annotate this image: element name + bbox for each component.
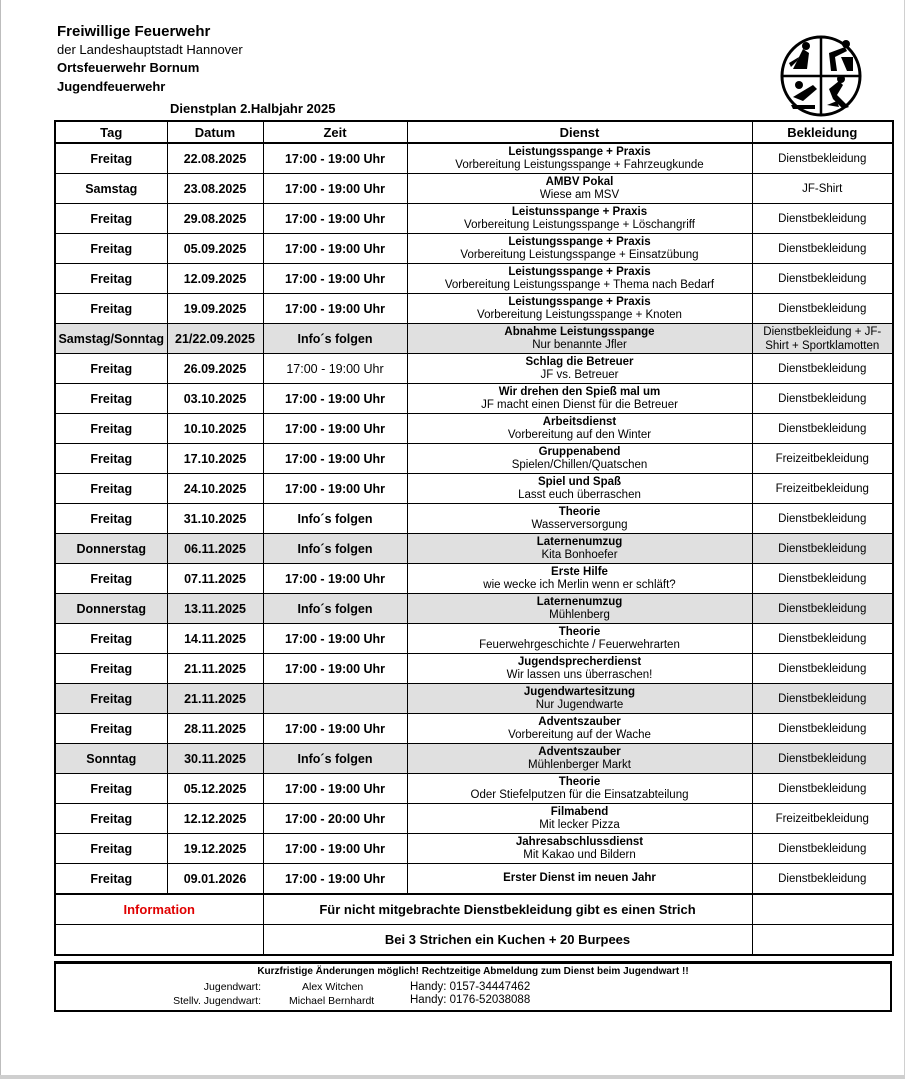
cell-dienst [407, 414, 752, 444]
contact-phone-1: Handy: 0157-34447462 [410, 981, 531, 993]
table-header-row [55, 121, 893, 143]
footer-contacts [54, 961, 892, 1012]
dienst-title: Leistungsspange + Praxis [508, 295, 651, 308]
org-unit: Ortsfeuerwehr Bornum [57, 60, 200, 75]
information-row-1 [55, 894, 893, 925]
information-cell-empty [55, 925, 263, 956]
table-row [55, 324, 893, 354]
cell-datum: 09.01.2026 [167, 864, 263, 895]
table-row [55, 774, 893, 804]
cell-bekleidung: Dienstbekleidung [752, 564, 893, 594]
cell-bekleidung: Dienstbekleidung [752, 354, 893, 384]
cell-datum: 17.10.2025 [167, 444, 263, 474]
cell-dienst [407, 864, 752, 895]
cell-datum: 23.08.2025 [167, 174, 263, 204]
table-row [55, 294, 893, 324]
cell-datum: 26.09.2025 [167, 354, 263, 384]
cell-bekleidung: Dienstbekleidung [752, 384, 893, 414]
column-header-datum: Datum [167, 121, 263, 143]
dienst-subtitle: Vorbereitung Leistungsspange + Einsatzübung [460, 248, 699, 261]
cell-bekleidung: Dienstbekleidung [752, 654, 893, 684]
cell-datum: 19.09.2025 [167, 294, 263, 324]
cell-dienst [407, 714, 752, 744]
cell-bekleidung: Freizeitbekleidung [752, 474, 893, 504]
dienst-title: Adventszauber [538, 715, 621, 728]
dienst-subtitle: Feuerwehrgeschichte / Feuerwehrarten [479, 638, 680, 651]
dienst-title: Jugendwartesitzung [523, 685, 636, 698]
information-label: Information [55, 894, 263, 925]
cell-dienst [407, 474, 752, 504]
cell-tag: Freitag [55, 504, 167, 534]
cell-tag: Freitag [55, 143, 167, 174]
cell-zeit: 17:00 - 19:00 Uhr [263, 414, 407, 444]
cell-datum: 21.11.2025 [167, 684, 263, 714]
footer-notice: Kurzfristige Änderungen möglich! Rechtzeitige Abmeldung zum Dienst beim Jugendwart !! [257, 966, 689, 977]
table-row [55, 444, 893, 474]
page-border-right [904, 0, 905, 1079]
dienst-title: Laternenumzug [536, 535, 623, 548]
contact-name-1: Alex Witchen [302, 981, 364, 993]
cell-bekleidung: Dienstbekleidung + JF-Shirt + Sportklamotten [752, 324, 893, 354]
cell-dienst [407, 294, 752, 324]
cell-dienst [407, 564, 752, 594]
cell-datum: 31.10.2025 [167, 504, 263, 534]
column-header-dienst: Dienst [407, 121, 752, 143]
dienst-subtitle: Mühlenberg [549, 608, 610, 621]
org-city: der Landeshauptstadt Hannover [57, 42, 243, 57]
cell-zeit: 17:00 - 19:00 Uhr [263, 654, 407, 684]
cell-bekleidung: Dienstbekleidung [752, 234, 893, 264]
column-header-bekleidung: Bekleidung [752, 121, 893, 143]
cell-dienst [407, 204, 752, 234]
cell-bekleidung: Dienstbekleidung [752, 774, 893, 804]
cell-tag: Samstag [55, 174, 167, 204]
dienst-title: Leistungsspange + Praxis [508, 145, 651, 158]
cell-datum: 21.11.2025 [167, 654, 263, 684]
cell-bekleidung: Freizeitbekleidung [752, 804, 893, 834]
cell-bekleidung: Dienstbekleidung [752, 143, 893, 174]
dienst-subtitle: Kita Bonhoefer [541, 548, 618, 561]
cell-zeit: 17:00 - 19:00 Uhr [263, 143, 407, 174]
dienst-subtitle: JF macht einen Dienst für die Betreuer [481, 398, 678, 411]
dienst-subtitle: Oder Stiefelputzen für die Einsatzabteilung [470, 788, 689, 801]
table-row [55, 174, 893, 204]
cell-datum: 13.11.2025 [167, 594, 263, 624]
cell-tag: Freitag [55, 204, 167, 234]
cell-zeit: 17:00 - 19:00 Uhr [263, 834, 407, 864]
cell-bekleidung: Dienstbekleidung [752, 504, 893, 534]
cell-bekleidung: Dienstbekleidung [752, 294, 893, 324]
table-row [55, 143, 893, 174]
cell-dienst [407, 143, 752, 174]
dienst-subtitle: Vorbereitung Leistungsspange + Löschangriff [464, 218, 695, 231]
cell-datum: 24.10.2025 [167, 474, 263, 504]
dienst-title: Spiel und Spaß [537, 475, 622, 488]
information-cell-empty [752, 925, 893, 956]
cell-tag: Freitag [55, 714, 167, 744]
dienst-title: Adventszauber [538, 745, 621, 758]
cell-zeit: Info´s folgen [263, 744, 407, 774]
dienst-subtitle: Vorbereitung Leistungsspange + Fahrzeugkunde [455, 158, 704, 171]
cell-bekleidung: Dienstbekleidung [752, 864, 893, 895]
dienst-subtitle: Mit Kakao und Bildern [523, 848, 636, 861]
cell-tag: Freitag [55, 564, 167, 594]
dienst-subtitle: Lasst euch überraschen [518, 488, 641, 501]
cell-zeit: 17:00 - 19:00 Uhr [263, 204, 407, 234]
dienst-title: Schlag die Betreuer [525, 355, 634, 368]
dienst-title: Jahresabschlussdienst [515, 835, 644, 848]
dienst-title: Filmabend [550, 805, 609, 818]
table-row [55, 564, 893, 594]
cell-dienst [407, 804, 752, 834]
cell-dienst [407, 324, 752, 354]
dienst-title: Leistunsspange + Praxis [511, 205, 648, 218]
cell-tag: Freitag [55, 354, 167, 384]
dienst-title: Wir drehen den Spieß mal um [498, 385, 661, 398]
cell-tag: Freitag [55, 294, 167, 324]
cell-dienst [407, 384, 752, 414]
cell-dienst [407, 504, 752, 534]
contact-phone-2: Handy: 0176-52038088 [410, 994, 531, 1006]
duty-schedule-table [54, 120, 894, 956]
dienst-subtitle: Wir lassen uns überraschen! [506, 668, 653, 681]
cell-datum: 12.12.2025 [167, 804, 263, 834]
cell-tag: Samstag/Sonntag [55, 324, 167, 354]
table-row [55, 414, 893, 444]
table-row [55, 864, 893, 895]
cell-dienst [407, 264, 752, 294]
cell-bekleidung: Dienstbekleidung [752, 594, 893, 624]
cell-zeit: 17:00 - 19:00 Uhr [263, 264, 407, 294]
cell-zeit [263, 684, 407, 714]
cell-datum: 05.09.2025 [167, 234, 263, 264]
dienst-subtitle: Nur Jugendwarte [535, 698, 624, 711]
cell-zeit: 17:00 - 19:00 Uhr [263, 384, 407, 414]
cell-tag: Freitag [55, 474, 167, 504]
contact-role-2: Stellv. Jugendwart: [173, 995, 261, 1007]
cell-zeit: 17:00 - 19:00 Uhr [263, 864, 407, 895]
cell-tag: Freitag [55, 684, 167, 714]
table-row [55, 804, 893, 834]
dienst-title: Gruppenabend [538, 445, 621, 458]
table-row [55, 624, 893, 654]
dienst-title: Theorie [558, 625, 601, 638]
cell-zeit: Info´s folgen [263, 324, 407, 354]
cell-zeit: Info´s folgen [263, 594, 407, 624]
column-header-zeit: Zeit [263, 121, 407, 143]
table-row [55, 234, 893, 264]
cell-datum: 03.10.2025 [167, 384, 263, 414]
cell-zeit: 17:00 - 19:00 Uhr [263, 774, 407, 804]
cell-zeit: 17:00 - 19:00 Uhr [263, 564, 407, 594]
cell-datum: 19.12.2025 [167, 834, 263, 864]
cell-datum: 21/22.09.2025 [167, 324, 263, 354]
information-line-2: Bei 3 Strichen ein Kuchen + 20 Burpees [263, 925, 752, 956]
contact-role-1: Jugendwart: [203, 981, 261, 993]
dienst-title: Theorie [558, 775, 601, 788]
cell-bekleidung: Dienstbekleidung [752, 204, 893, 234]
cell-datum: 06.11.2025 [167, 534, 263, 564]
cell-zeit: 17:00 - 19:00 Uhr [263, 174, 407, 204]
table-row [55, 684, 893, 714]
cell-tag: Freitag [55, 804, 167, 834]
cell-bekleidung: Dienstbekleidung [752, 264, 893, 294]
dienst-subtitle: wie wecke ich Merlin wenn er schläft? [483, 578, 676, 591]
cell-tag: Freitag [55, 624, 167, 654]
information-row-2 [55, 925, 893, 956]
cell-tag: Sonntag [55, 744, 167, 774]
table-row [55, 744, 893, 774]
cell-dienst [407, 774, 752, 804]
cell-bekleidung: Dienstbekleidung [752, 624, 893, 654]
cell-datum: 22.08.2025 [167, 143, 263, 174]
cell-dienst [407, 594, 752, 624]
jugendfeuerwehr-logo-icon [779, 35, 863, 117]
cell-bekleidung: JF-Shirt [752, 174, 893, 204]
dienst-subtitle: JF vs. Betreuer [540, 368, 619, 381]
dienst-title: AMBV Pokal [545, 175, 614, 188]
cell-dienst [407, 354, 752, 384]
table-row [55, 834, 893, 864]
dienst-title: Leistungsspange + Praxis [508, 265, 651, 278]
cell-datum: 05.12.2025 [167, 774, 263, 804]
dienst-subtitle: Vorbereitung Leistungsspange + Thema nach Bedarf [444, 278, 715, 291]
cell-dienst [407, 234, 752, 264]
cell-zeit: 17:00 - 19:00 Uhr [263, 624, 407, 654]
org-division: Jugendfeuerwehr [57, 79, 166, 94]
page-border-left [0, 0, 1, 1079]
cell-datum: 28.11.2025 [167, 714, 263, 744]
dienst-subtitle: Wiese am MSV [539, 188, 620, 201]
cell-zeit: Info´s folgen [263, 504, 407, 534]
cell-zeit: 17:00 - 19:00 Uhr [263, 234, 407, 264]
cell-dienst [407, 684, 752, 714]
dienst-title: Laternenumzug [536, 595, 623, 608]
cell-tag: Freitag [55, 264, 167, 294]
org-name: Freiwillige Feuerwehr [57, 23, 211, 40]
cell-bekleidung: Freizeitbekleidung [752, 444, 893, 474]
cell-dienst [407, 174, 752, 204]
cell-dienst [407, 654, 752, 684]
cell-tag: Freitag [55, 774, 167, 804]
cell-datum: 10.10.2025 [167, 414, 263, 444]
dienst-title: Arbeitsdienst [542, 415, 617, 428]
cell-zeit: 17:00 - 19:00 Uhr [263, 714, 407, 744]
table-row [55, 714, 893, 744]
information-cell-empty [752, 894, 893, 925]
cell-tag: Donnerstag [55, 534, 167, 564]
cell-dienst [407, 834, 752, 864]
table-row [55, 594, 893, 624]
cell-bekleidung: Dienstbekleidung [752, 684, 893, 714]
cell-bekleidung: Dienstbekleidung [752, 834, 893, 864]
cell-datum: 30.11.2025 [167, 744, 263, 774]
table-row [55, 264, 893, 294]
cell-bekleidung: Dienstbekleidung [752, 744, 893, 774]
cell-tag: Freitag [55, 234, 167, 264]
cell-tag: Freitag [55, 384, 167, 414]
cell-tag: Freitag [55, 864, 167, 895]
table-row [55, 504, 893, 534]
dienst-title: Leistungsspange + Praxis [508, 235, 651, 248]
contact-name-2: Michael Bernhardt [289, 995, 375, 1007]
cell-bekleidung: Dienstbekleidung [752, 414, 893, 444]
cell-tag: Freitag [55, 834, 167, 864]
dienst-subtitle: Vorbereitung Leistungsspange + Knoten [477, 308, 682, 321]
cell-datum: 29.08.2025 [167, 204, 263, 234]
dienst-subtitle: Mühlenberger Markt [528, 758, 631, 771]
cell-tag: Donnerstag [55, 594, 167, 624]
cell-dienst [407, 744, 752, 774]
table-row [55, 384, 893, 414]
dienst-subtitle: Nur benannte Jfler [532, 338, 627, 351]
cell-bekleidung: Dienstbekleidung [752, 714, 893, 744]
table-row [55, 534, 893, 564]
cell-datum: 12.09.2025 [167, 264, 263, 294]
information-line-1: Für nicht mitgebrachte Dienstbekleidung gibt es einen Strich [263, 894, 752, 925]
plan-title: Dienstplan 2.Halbjahr 2025 [170, 101, 336, 116]
dienst-subtitle: Vorbereitung auf der Wache [508, 728, 651, 741]
dienst-title: Erster Dienst im neuen Jahr [503, 872, 656, 884]
dienst-subtitle: Spielen/Chillen/Quatschen [511, 458, 648, 471]
cell-zeit: 17:00 - 19:00 Uhr [263, 444, 407, 474]
cell-zeit: 17:00 - 19:00 Uhr [263, 474, 407, 504]
cell-zeit: 17:00 - 20:00 Uhr [263, 804, 407, 834]
dienst-subtitle: Mit lecker Pizza [539, 818, 620, 831]
cell-zeit: 17:00 - 19:00 Uhr [263, 294, 407, 324]
cell-zeit: Info´s folgen [263, 534, 407, 564]
cell-tag: Freitag [55, 654, 167, 684]
page-border-bottom [0, 1075, 905, 1079]
cell-tag: Freitag [55, 444, 167, 474]
cell-zeit: 17:00 - 19:00 Uhr [263, 354, 407, 384]
dienst-subtitle: Vorbereitung auf den Winter [507, 428, 652, 441]
dienst-title: Abnahme Leistungsspange [504, 325, 655, 338]
dienst-title: Erste Hilfe [551, 565, 608, 578]
dienst-title: Theorie [558, 505, 601, 518]
table-row [55, 654, 893, 684]
table-row [55, 204, 893, 234]
table-row [55, 474, 893, 504]
cell-datum: 07.11.2025 [167, 564, 263, 594]
dienst-title: Jugendsprecherdienst [517, 655, 642, 668]
column-header-tag: Tag [55, 121, 167, 143]
cell-datum: 14.11.2025 [167, 624, 263, 654]
cell-dienst [407, 534, 752, 564]
cell-dienst [407, 624, 752, 654]
cell-tag: Freitag [55, 414, 167, 444]
cell-bekleidung: Dienstbekleidung [752, 534, 893, 564]
cell-dienst [407, 444, 752, 474]
dienst-subtitle: Wasserversorgung [531, 518, 628, 531]
table-row [55, 354, 893, 384]
